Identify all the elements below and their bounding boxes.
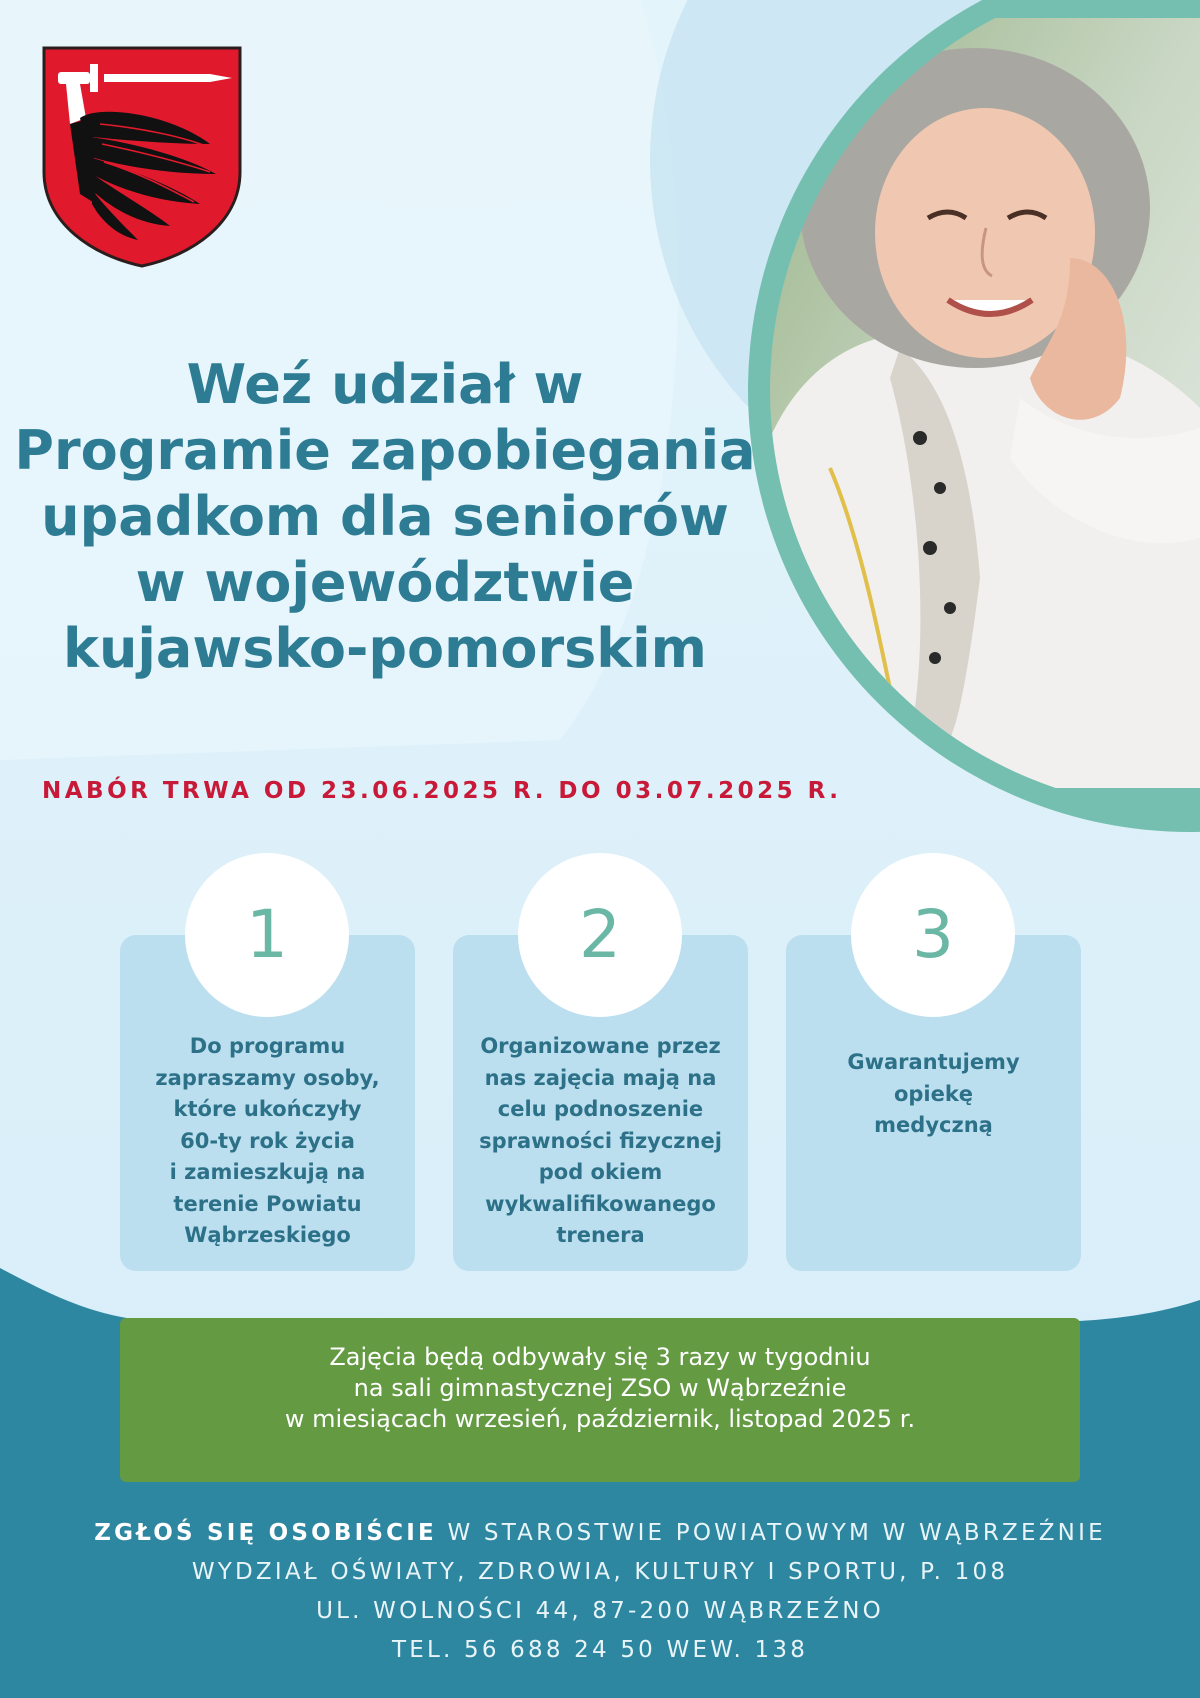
step-text-line: terenie Powiatu	[173, 1191, 362, 1216]
step-text-line: trenera	[556, 1223, 645, 1247]
enrollment-period: NABÓR TRWA OD 23.06.2025 R. DO 03.07.2025 R.	[42, 778, 842, 804]
step-number-1: 1	[185, 853, 349, 1017]
step-text-line: i zamieszkują na	[169, 1160, 366, 1184]
step-1-text	[136, 1031, 399, 1252]
step-text-line: pod okiem	[538, 1160, 663, 1184]
schedule-line: Zajęcia będą odbywały się 3 razy w tygodniu	[329, 1343, 871, 1371]
contact-department: WYDZIAŁ OŚWIATY, ZDROWIA, KULTURY I SPORTU, P. 108	[191, 1559, 1009, 1585]
step-text-line: celu podnoszenie	[497, 1097, 704, 1121]
senior-woman-photo	[770, 18, 1200, 788]
step-text-line: które ukończyły	[173, 1097, 362, 1121]
step-2-text	[469, 1031, 732, 1252]
schedule-line: na sali gimnastycznej ZSO w Wąbrzeźnie	[353, 1374, 847, 1402]
step-text-line: 60-ty rok życia	[180, 1128, 355, 1153]
step-number-2: 2	[518, 853, 682, 1017]
contact-phone: TEL. 56 688 24 50 WEW. 138	[391, 1637, 809, 1663]
headline-line: w województwie	[135, 551, 635, 614]
contact-office: W STAROSTWIE POWIATOWYM W WĄBRZEŹNIE	[436, 1520, 1106, 1546]
contact-info	[0, 1514, 1200, 1670]
step-text-line: Do programu	[189, 1034, 346, 1058]
coat-of-arms-icon	[40, 44, 244, 268]
step-number-3: 3	[851, 853, 1015, 1017]
step-text-line: sprawności fizycznej	[479, 1128, 722, 1153]
step-text-line: Wąbrzeskiego	[184, 1223, 351, 1247]
step-text-line: Organizowane przez	[480, 1034, 721, 1058]
step-text-line: medyczną	[874, 1113, 993, 1137]
step-text-line: opiekę	[893, 1081, 974, 1106]
headline	[0, 352, 770, 682]
step-3-text	[802, 1047, 1065, 1142]
contact-line-1	[0, 1514, 1200, 1553]
headline-line: upadkom dla seniorów	[41, 485, 729, 548]
headline-line: Weź udział w	[186, 353, 584, 416]
schedule-box	[120, 1318, 1080, 1482]
step-text-line: Gwarantujemy	[847, 1050, 1020, 1074]
step-text-line: nas zajęcia mają na	[484, 1065, 717, 1090]
contact-call-to-action: ZGŁOŚ SIĘ OSOBIŚCIE	[94, 1520, 437, 1546]
step-text-line: wykwalifikowanego	[485, 1191, 716, 1216]
headline-line: Programie zapobiegania	[14, 419, 756, 482]
step-text-line: zapraszamy osoby,	[155, 1065, 380, 1090]
contact-address: UL. WOLNOŚCI 44, 87-200 WĄBRZEŹNO	[316, 1598, 884, 1624]
schedule-line: w miesiącach wrzesień, październik, listopad 2025 r.	[284, 1405, 916, 1433]
headline-line: kujawsko-pomorskim	[63, 617, 707, 680]
